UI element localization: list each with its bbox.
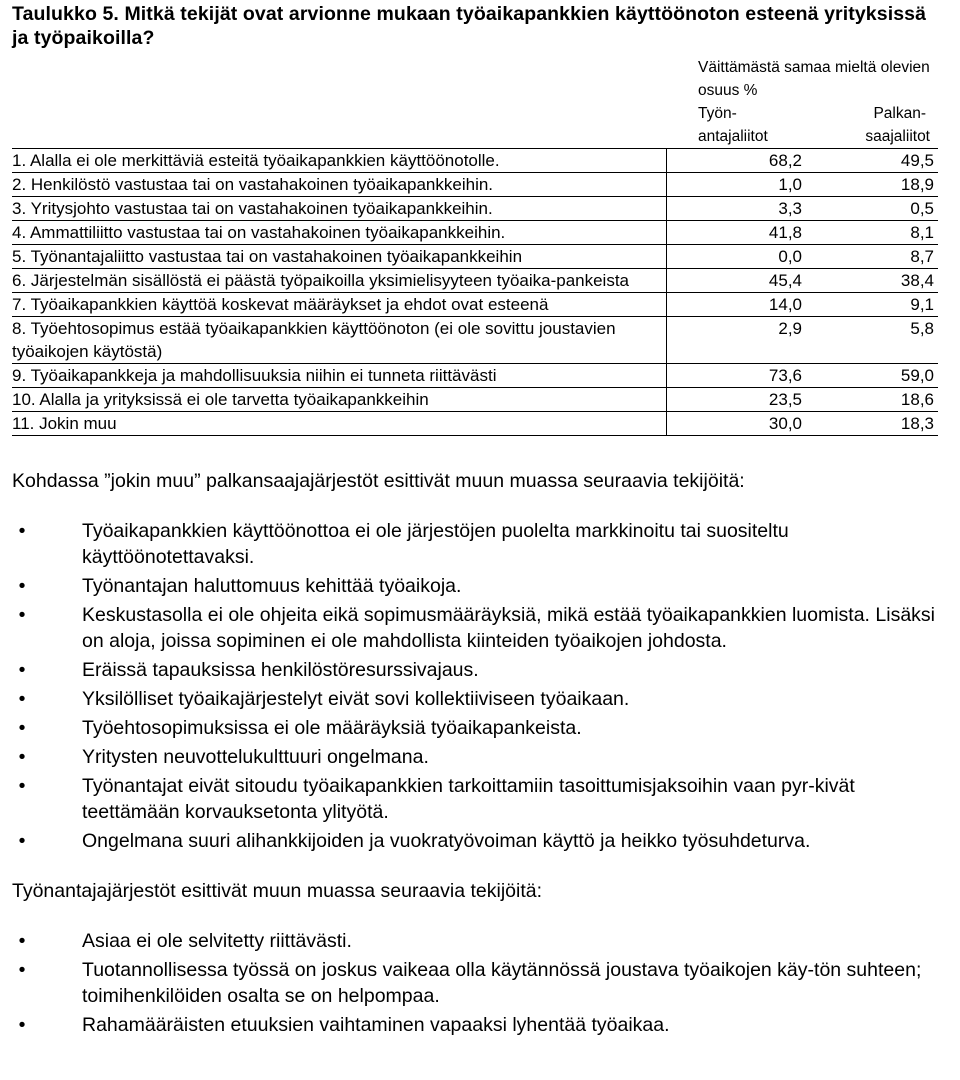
- document-page: [12, 0, 948, 1041]
- bullet-icon: •: [18, 717, 26, 739]
- row-label: 8. Työehtosopimus estää työaikapankkien käyttöönoton (ei ole sovittu joustavien työaikojen käytöstä): [12, 317, 666, 364]
- table-row: [12, 412, 938, 436]
- section2-list: [12, 928, 948, 1038]
- bullet-icon: •: [18, 688, 26, 710]
- employer-value: 45,4: [666, 269, 818, 293]
- bullet-icon: •: [18, 959, 26, 981]
- row-label: 4. Ammattiliitto vastustaa tai on vastahakoinen työaikapankkeihin.: [12, 221, 666, 245]
- row-label: 10. Alalla ja yrityksissä ei ole tarvetta työaikapankkeihin: [12, 388, 666, 412]
- table-header-group: [12, 52, 938, 102]
- employer-value: 14,0: [666, 293, 818, 317]
- table-row: [12, 149, 938, 173]
- list-item: [12, 1012, 948, 1038]
- employee-value: 38,4: [818, 269, 938, 293]
- employer-value: 0,0: [666, 245, 818, 269]
- row-label: 7. Työaikapankkien käyttöä koskevat määräykset ja ehdot ovat esteenä: [12, 293, 666, 317]
- bullet-icon: •: [18, 830, 26, 852]
- employer-value: 2,9: [666, 317, 818, 364]
- employee-value: 18,6: [818, 388, 938, 412]
- list-item-text: Eräissä tapauksissa henkilöstöresurssivajaus.: [82, 659, 479, 681]
- list-item-text: Tuotannollisessa työssä on joskus vaikeaa olla käytännössä joustava työaikojen käy-tön suhteen; toimihenkilöiden osalta se on helpompaa.: [82, 959, 922, 1007]
- section2-intro: Työnantajajärjestöt esittivät muun muassa seuraavia tekijöitä:: [12, 880, 543, 902]
- section1-intro: Kohdassa ”jokin muu” palkansaajajärjestöt esittivät muun muassa seuraavia tekijöitä:: [12, 470, 745, 492]
- list-item: [12, 686, 948, 712]
- employer-value: 41,8: [666, 221, 818, 245]
- row-label: 6. Järjestelmän sisällöstä ei päästä työpaikoilla yksimielisyyteen työaika-pankeista: [12, 269, 666, 293]
- employee-value: 9,1: [818, 293, 938, 317]
- list-item-text: Yritysten neuvottelukulttuuri ongelmana.: [82, 746, 429, 768]
- table-row: [12, 197, 938, 221]
- row-label: 2. Henkilöstö vastustaa tai on vastahakoinen työaikapankkeihin.: [12, 173, 666, 197]
- table-row: [12, 269, 938, 293]
- list-item: [12, 715, 948, 741]
- list-item: [12, 602, 948, 654]
- employee-value: 59,0: [818, 364, 938, 388]
- list-item: [12, 828, 948, 854]
- list-item: [12, 573, 948, 599]
- header-group-label: Väittämästä samaa mieltä olevien osuus %: [698, 59, 930, 99]
- survey-table: [12, 52, 938, 436]
- bullet-icon: •: [18, 520, 26, 542]
- employee-value: 49,5: [818, 149, 938, 173]
- row-label: 9. Työaikapankkeja ja mahdollisuuksia niihin ei tunneta riittävästi: [12, 364, 666, 388]
- table-body: [12, 149, 938, 436]
- employer-value: 3,3: [666, 197, 818, 221]
- list-item: [12, 744, 948, 770]
- table-row: [12, 364, 938, 388]
- row-label: 1. Alalla ei ole merkittäviä esteitä työaikapankkien käyttöönotolle.: [12, 149, 666, 173]
- list-item: [12, 957, 948, 1009]
- employee-value: 18,3: [818, 412, 938, 436]
- list-item-text: Työaikapankkien käyttöönottoa ei ole järjestöjen puolelta markkinoitu tai suositeltu käyttöönotettavaksi.: [82, 520, 789, 568]
- table-header-columns: [12, 102, 938, 149]
- employer-value: 1,0: [666, 173, 818, 197]
- list-item-text: Työehtosopimuksissa ei ole määräyksiä työaikapankeista.: [82, 717, 582, 739]
- list-item: [12, 928, 948, 954]
- section1-list: [12, 518, 948, 854]
- table-row: [12, 317, 938, 364]
- list-item-text: Ongelmana suuri alihankkijoiden ja vuokratyövoiman käyttö ja heikko työsuhdeturva.: [82, 830, 811, 852]
- bullet-icon: •: [18, 775, 26, 797]
- bullet-icon: •: [18, 930, 26, 952]
- list-item: [12, 773, 948, 825]
- list-item-text: Yksilölliset työaikajärjestelyt eivät sovi kollektiiviseen työaikaan.: [82, 688, 630, 710]
- table-title: Taulukko 5. Mitkä tekijät ovat arvionne mukaan työaikapankkien käyttöönoton esteenä yrityksissä ja työpaikoilla?: [12, 3, 927, 49]
- list-item-text: Rahamääräisten etuuksien vaihtaminen vapaaksi lyhentää työaikaa.: [82, 1014, 670, 1036]
- list-item-text: Asiaa ei ole selvitetty riittävästi.: [82, 930, 352, 952]
- employee-value: 5,8: [818, 317, 938, 364]
- list-item: [12, 518, 948, 570]
- column-header-employer: Työn- antajaliitot: [698, 105, 768, 145]
- employer-value: 30,0: [666, 412, 818, 436]
- bullet-icon: •: [18, 604, 26, 626]
- bullet-icon: •: [18, 575, 26, 597]
- table-row: [12, 173, 938, 197]
- bullet-icon: •: [18, 659, 26, 681]
- table-row: [12, 388, 938, 412]
- row-label: 5. Työnantajaliitto vastustaa tai on vastahakoinen työaikapankkeihin: [12, 245, 666, 269]
- table-row: [12, 221, 938, 245]
- employee-value: 0,5: [818, 197, 938, 221]
- list-item-text: Työnantajan haluttomuus kehittää työaikoja.: [82, 575, 462, 597]
- column-header-employee: Palkan- saajaliitot: [865, 105, 930, 145]
- table-row: [12, 245, 938, 269]
- row-label: 3. Yritysjohto vastustaa tai on vastahakoinen työaikapankkeihin.: [12, 197, 666, 221]
- employee-value: 8,1: [818, 221, 938, 245]
- employee-value: 8,7: [818, 245, 938, 269]
- employee-value: 18,9: [818, 173, 938, 197]
- table-row: [12, 293, 938, 317]
- list-item-text: Keskustasolla ei ole ohjeita eikä sopimusmääräyksiä, mikä estää työaikapankkien luomista. Lisäksi on aloja, joissa sopiminen ei ole mahdollista kiinteiden työaikojen johdosta.: [82, 604, 936, 652]
- bullet-icon: •: [18, 1014, 26, 1036]
- employer-value: 23,5: [666, 388, 818, 412]
- employer-value: 73,6: [666, 364, 818, 388]
- bullet-icon: •: [18, 746, 26, 768]
- employer-value: 68,2: [666, 149, 818, 173]
- list-item: [12, 657, 948, 683]
- list-item-text: Työnantajat eivät sitoudu työaikapankkien tarkoittamiin tasoittumisjaksoihin vaan pyr-kivät teettämään korvauksetonta ylityötä.: [82, 775, 855, 823]
- row-label: 11. Jokin muu: [12, 412, 666, 436]
